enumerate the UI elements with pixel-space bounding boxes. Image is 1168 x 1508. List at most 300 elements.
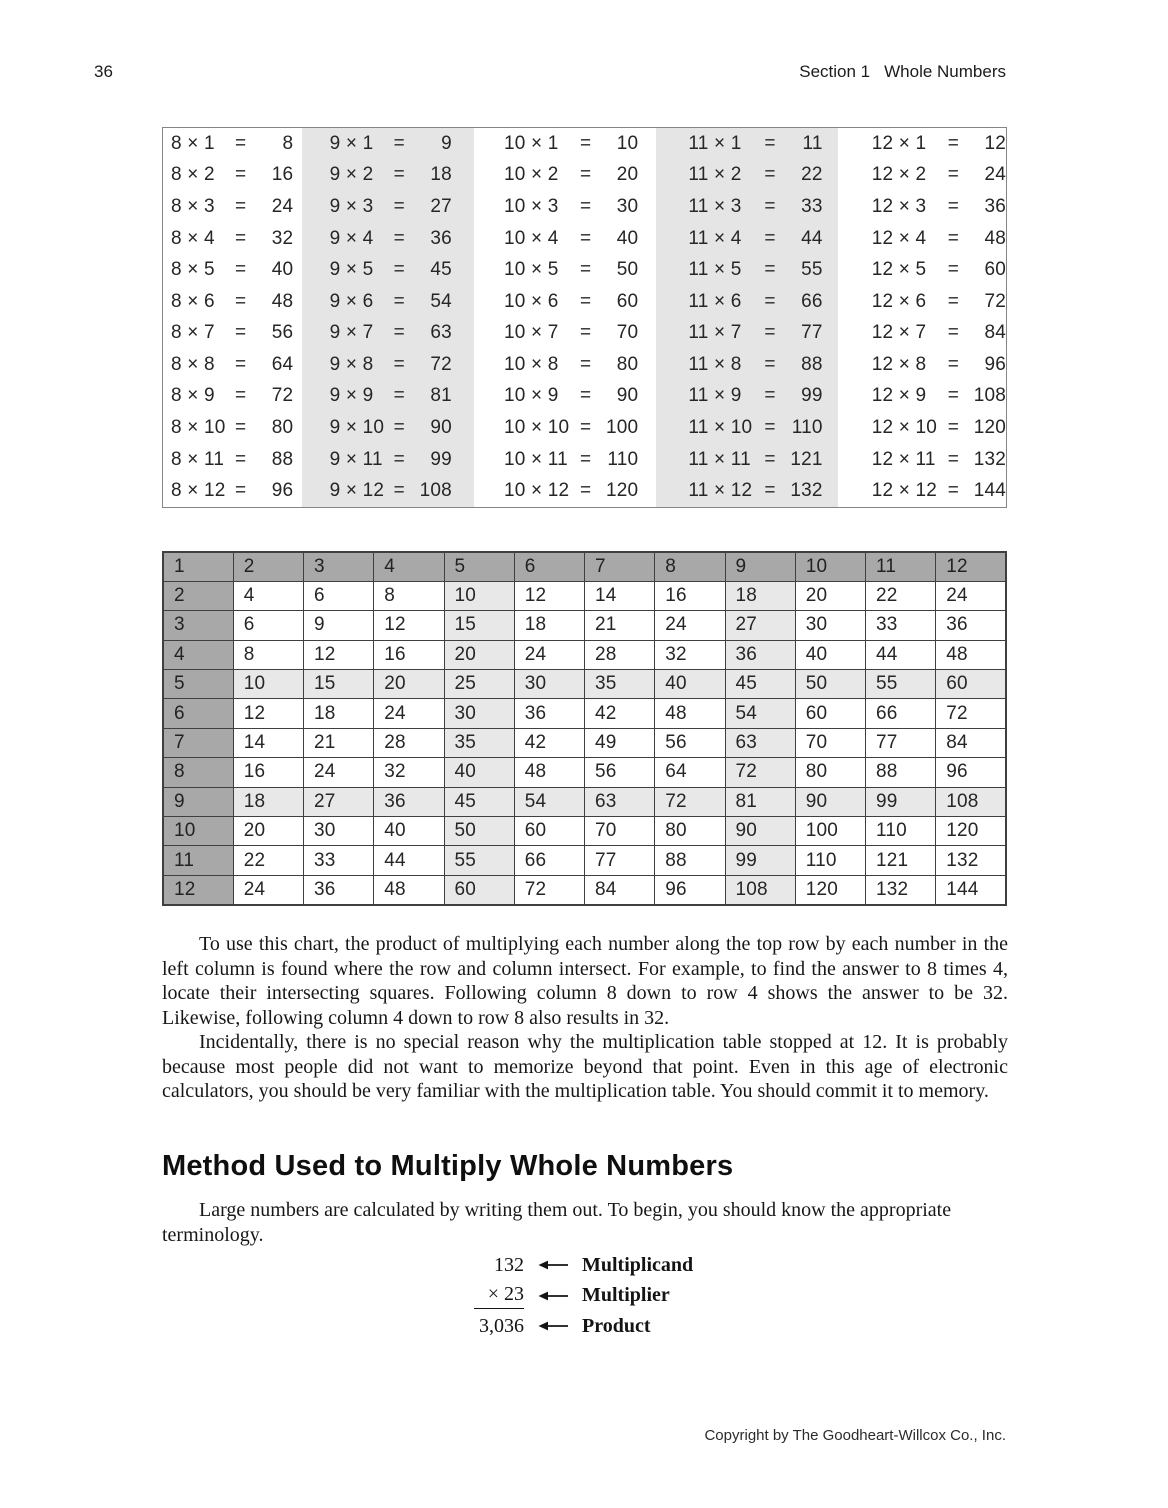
grid-product-cell: 36	[374, 787, 444, 816]
grid-product-cell: 36	[936, 611, 1006, 640]
fact-expression: 12 × 8	[871, 353, 927, 375]
grid-product-cell: 27	[725, 611, 795, 640]
fact-expression: 10 × 9	[504, 385, 559, 407]
equals-sign: =	[947, 164, 960, 186]
equals-sign: =	[764, 385, 776, 407]
facts-column-11	[656, 128, 837, 507]
fact-product: 96	[984, 353, 1007, 375]
grid-product-cell: 96	[936, 758, 1006, 787]
equals-sign: =	[235, 195, 247, 217]
fact-expression: 11 × 2	[688, 164, 742, 186]
multiplication-fact	[171, 128, 302, 160]
grid-product-cell: 40	[374, 817, 444, 846]
grid-product-cell: 27	[304, 787, 374, 816]
fact-expression: 8 × 11	[171, 448, 225, 470]
fact-expression: 8 × 12	[171, 480, 226, 502]
fact-expression: 8 × 9	[171, 385, 215, 407]
grid-product-cell: 20	[233, 817, 303, 846]
grid-product-cell: 12	[233, 699, 303, 728]
multiplication-fact	[872, 128, 1006, 160]
paragraph-terminology: Large numbers are calculated by writing them out. To begin, you should know the appropriate terminology.	[162, 1199, 952, 1246]
fact-product: 108	[419, 480, 452, 502]
equals-sign: =	[947, 385, 960, 407]
grid-product-cell: 84	[585, 875, 655, 904]
multiplication-fact	[330, 286, 474, 318]
grid-product-cell: 66	[514, 846, 584, 875]
multiplication-fact	[688, 128, 837, 160]
grid-product-cell: 21	[304, 728, 374, 757]
grid-product-cell: 20	[795, 581, 865, 610]
grid-row	[163, 611, 1006, 640]
grid-product-cell: 40	[444, 758, 514, 787]
grid-row-label: 12	[163, 875, 233, 904]
grid-product-cell: 60	[444, 875, 514, 904]
equals-sign: =	[580, 164, 592, 186]
fact-product: 84	[984, 322, 1007, 344]
fact-expression: 11 × 6	[688, 290, 742, 312]
fact-product: 81	[430, 385, 452, 407]
fact-product: 96	[271, 480, 294, 502]
fact-product: 60	[984, 259, 1007, 281]
grid-product-cell: 72	[655, 787, 725, 816]
grid-product-cell: 63	[585, 787, 655, 816]
fact-expression: 12 × 4	[871, 227, 927, 249]
page-number: 36	[94, 62, 113, 81]
fact-expression: 10 × 5	[504, 259, 559, 281]
fact-product: 80	[616, 353, 639, 375]
fact-expression: 8 × 8	[171, 353, 215, 375]
grid-product-cell: 36	[304, 875, 374, 904]
fact-product: 80	[271, 416, 294, 438]
grid-product-cell: 24	[655, 611, 725, 640]
multiplication-fact	[504, 381, 656, 413]
multiplication-fact	[872, 381, 1006, 413]
equals-sign: =	[235, 259, 247, 281]
fact-expression: 12 × 3	[871, 195, 927, 217]
fact-product: 72	[271, 385, 294, 407]
grid-product-cell: 80	[655, 817, 725, 846]
fact-product: 72	[430, 353, 452, 375]
multiplication-fact	[872, 191, 1006, 223]
fact-expression: 9 × 8	[329, 353, 374, 375]
multiplier-label: Multiplier	[582, 1284, 670, 1307]
grid-product-cell: 99	[866, 787, 936, 816]
fact-product: 10	[616, 132, 639, 154]
equals-sign: =	[393, 480, 405, 502]
equals-sign: =	[947, 353, 960, 375]
fact-expression: 12 × 6	[871, 290, 927, 312]
equals-sign: =	[580, 480, 592, 502]
multiplication-fact	[688, 381, 837, 413]
equals-sign: =	[764, 164, 776, 186]
grid-product-cell: 72	[936, 699, 1006, 728]
grid-product-cell: 12	[514, 581, 584, 610]
fact-product: 60	[616, 290, 639, 312]
equals-sign: =	[947, 132, 960, 154]
multiplier-number: × 23	[474, 1283, 524, 1309]
grid-row-label: 7	[163, 728, 233, 757]
grid-header-cell: 11	[866, 552, 936, 581]
fact-product: 108	[973, 385, 1007, 407]
fact-expression: 9 × 12	[329, 480, 385, 502]
equals-sign: =	[235, 353, 247, 375]
grid-product-cell: 100	[795, 817, 865, 846]
fact-product: 16	[271, 164, 294, 186]
multiplication-fact	[171, 412, 302, 444]
multiplication-fact	[504, 160, 656, 192]
fact-expression: 12 × 12	[871, 480, 938, 502]
product-number: 3,036	[479, 1314, 524, 1337]
grid-header-cell: 12	[936, 552, 1006, 581]
grid-row	[163, 758, 1006, 787]
grid-product-cell: 12	[304, 640, 374, 669]
fact-expression: 8 × 7	[171, 322, 215, 344]
grid-product-cell: 56	[655, 728, 725, 757]
grid-product-cell: 63	[725, 728, 795, 757]
grid-row	[163, 581, 1006, 610]
fact-expression: 10 × 4	[504, 227, 559, 249]
fact-product: 132	[790, 480, 823, 502]
fact-expression: 9 × 6	[329, 290, 374, 312]
fact-product: 24	[271, 195, 294, 217]
fact-expression: 11 × 1	[688, 132, 742, 154]
grid-product-cell: 121	[866, 846, 936, 875]
fact-product: 110	[791, 416, 823, 438]
multiplication-fact	[171, 191, 302, 223]
grid-product-cell: 40	[795, 640, 865, 669]
multiplication-fact	[171, 254, 302, 286]
multiplication-fact	[688, 412, 837, 444]
grid-header-cell: 6	[514, 552, 584, 581]
fact-product: 27	[430, 195, 452, 217]
equals-sign: =	[764, 416, 776, 438]
grid-product-cell: 16	[655, 581, 725, 610]
product-label: Product	[582, 1314, 651, 1337]
facts-column-8	[163, 128, 302, 507]
fact-expression: 11 × 4	[688, 227, 742, 249]
grid-product-cell: 70	[795, 728, 865, 757]
fact-expression: 9 × 2	[329, 164, 374, 186]
grid-product-cell: 18	[725, 581, 795, 610]
fact-expression: 12 × 1	[871, 132, 927, 154]
grid-product-cell: 28	[374, 728, 444, 757]
multiplication-example	[412, 1250, 693, 1342]
grid-product-cell: 64	[655, 758, 725, 787]
grid-product-cell: 8	[374, 581, 444, 610]
fact-expression: 10 × 12	[504, 480, 570, 502]
grid-row-label: 3	[163, 611, 233, 640]
fact-expression: 11 × 9	[688, 385, 742, 407]
equals-sign: =	[235, 448, 247, 470]
fact-product: 45	[430, 259, 452, 281]
grid-product-cell: 42	[585, 699, 655, 728]
grid-product-cell: 72	[514, 875, 584, 904]
grid-product-cell: 18	[233, 787, 303, 816]
equals-sign: =	[764, 195, 776, 217]
grid-row-label: 10	[163, 817, 233, 846]
multiplication-fact	[504, 223, 656, 255]
grid-product-cell: 50	[444, 817, 514, 846]
fact-expression: 11 × 10	[688, 416, 753, 438]
fact-expression: 10 × 10	[504, 416, 570, 438]
fact-expression: 8 × 1	[171, 132, 215, 154]
grid-product-cell: 77	[866, 728, 936, 757]
fact-expression: 11 × 3	[688, 195, 742, 217]
copyright-notice: Copyright by The Goodheart-Willcox Co., Inc.	[704, 1427, 1006, 1444]
equals-sign: =	[580, 290, 592, 312]
grid-product-cell: 32	[374, 758, 444, 787]
fact-product: 12	[984, 132, 1007, 154]
grid-product-cell: 110	[795, 846, 865, 875]
grid-row-label: 11	[163, 846, 233, 875]
multiplication-fact	[872, 160, 1006, 192]
grid-product-cell: 15	[444, 611, 514, 640]
grid-product-cell: 10	[233, 670, 303, 699]
grid-header-cell: 9	[725, 552, 795, 581]
equals-sign: =	[580, 385, 592, 407]
grid-product-cell: 16	[233, 758, 303, 787]
equals-sign: =	[580, 353, 592, 375]
fact-expression: 10 × 7	[504, 322, 559, 344]
multiplication-fact	[688, 475, 837, 507]
multiplication-fact	[330, 412, 474, 444]
fact-product: 63	[430, 322, 452, 344]
fact-expression: 9 × 1	[329, 132, 374, 154]
equals-sign: =	[764, 132, 776, 154]
grid-row	[163, 846, 1006, 875]
equals-sign: =	[393, 132, 405, 154]
equals-sign: =	[393, 322, 405, 344]
grid-product-cell: 24	[936, 581, 1006, 610]
grid-header-cell: 8	[655, 552, 725, 581]
fact-expression: 11 × 11	[688, 448, 751, 470]
paragraph-table-history: Incidentally, there is no special reason why the multiplication table stopped at 12. It is probably because most people did not want to memorize beyond that point. Even in this age of electronic calculators, you should be very familiar with the multiplication table. You should commit it to memory.	[162, 1031, 1008, 1103]
multiplication-fact	[171, 160, 302, 192]
grid-row	[163, 699, 1006, 728]
section-title: Whole Numbers	[884, 62, 1006, 81]
fact-expression: 10 × 2	[504, 164, 559, 186]
grid-product-cell: 66	[866, 699, 936, 728]
fact-product: 56	[271, 322, 294, 344]
grid-product-cell: 22	[233, 846, 303, 875]
grid-header-cell: 5	[444, 552, 514, 581]
grid-product-cell: 45	[444, 787, 514, 816]
left-arrow-icon	[538, 1260, 568, 1270]
multiplication-fact	[872, 444, 1006, 476]
fact-product: 11	[802, 132, 823, 154]
grid-product-cell: 44	[374, 846, 444, 875]
grid-product-cell: 40	[655, 670, 725, 699]
grid-product-cell: 24	[304, 758, 374, 787]
fact-product: 110	[607, 448, 639, 470]
multiplication-fact	[330, 191, 474, 223]
facts-column-12	[838, 128, 1006, 507]
multiplication-fact	[504, 349, 656, 381]
equals-sign: =	[580, 259, 592, 281]
multiplication-fact	[688, 286, 837, 318]
grid-product-cell: 88	[655, 846, 725, 875]
fact-product: 144	[973, 480, 1007, 502]
left-arrow-icon	[538, 1291, 568, 1301]
equals-sign: =	[764, 448, 776, 470]
grid-product-cell: 70	[585, 817, 655, 846]
grid-row	[163, 817, 1006, 846]
grid-product-cell: 10	[444, 581, 514, 610]
fact-product: 44	[801, 227, 823, 249]
grid-product-cell: 84	[936, 728, 1006, 757]
fact-expression: 9 × 11	[329, 448, 383, 470]
equals-sign: =	[393, 353, 405, 375]
fact-product: 33	[801, 195, 823, 217]
grid-product-cell: 132	[866, 875, 936, 904]
product-value	[474, 1315, 524, 1338]
fact-product: 66	[801, 290, 823, 312]
fact-expression: 8 × 10	[171, 416, 226, 438]
multiplication-fact	[504, 412, 656, 444]
multiplication-fact	[872, 223, 1006, 255]
fact-expression: 12 × 2	[871, 164, 927, 186]
multiplication-fact	[504, 475, 656, 507]
fact-expression: 9 × 5	[329, 259, 374, 281]
fact-expression: 12 × 9	[871, 385, 927, 407]
grid-product-cell: 24	[374, 699, 444, 728]
fact-product: 40	[616, 227, 639, 249]
facts-table	[162, 127, 1007, 508]
multiplication-fact	[330, 475, 474, 507]
fact-expression: 8 × 5	[171, 259, 215, 281]
grid-product-cell: 18	[304, 699, 374, 728]
multiplication-fact	[688, 160, 837, 192]
grid-row	[163, 728, 1006, 757]
grid-row	[163, 640, 1006, 669]
grid-table	[162, 551, 1007, 906]
fact-product: 9	[441, 132, 452, 154]
grid-header-cell: 10	[795, 552, 865, 581]
multiplication-fact	[688, 349, 837, 381]
equals-sign: =	[235, 416, 247, 438]
grid-product-cell: 50	[795, 670, 865, 699]
grid-product-cell: 16	[374, 640, 444, 669]
equals-sign: =	[235, 164, 247, 186]
multiplication-fact	[688, 444, 837, 476]
fact-product: 22	[801, 164, 823, 186]
fact-product: 30	[616, 195, 639, 217]
grid-product-cell: 33	[866, 611, 936, 640]
equals-sign: =	[764, 322, 776, 344]
equals-sign: =	[393, 448, 405, 470]
grid-product-cell: 45	[725, 670, 795, 699]
multiplication-fact	[688, 223, 837, 255]
grid-product-cell: 20	[444, 640, 514, 669]
grid-header-cell: 2	[233, 552, 303, 581]
multiplication-fact	[872, 254, 1006, 286]
grid-product-cell: 132	[936, 846, 1006, 875]
fact-product: 48	[984, 227, 1007, 249]
fact-product: 120	[973, 416, 1007, 438]
multiplication-fact	[504, 286, 656, 318]
multiplication-fact	[171, 286, 302, 318]
fact-product: 64	[271, 353, 294, 375]
grid-row-label: 6	[163, 699, 233, 728]
grid-product-cell: 55	[444, 846, 514, 875]
grid-row-label: 9	[163, 787, 233, 816]
fact-product: 54	[430, 290, 452, 312]
grid-product-cell: 99	[725, 846, 795, 875]
grid-header-cell: 1	[163, 552, 233, 581]
grid-product-cell: 77	[585, 846, 655, 875]
fact-expression: 9 × 4	[329, 227, 374, 249]
equals-sign: =	[580, 132, 592, 154]
grid-product-cell: 35	[444, 728, 514, 757]
multiplication-fact	[504, 191, 656, 223]
multiplicand-value	[474, 1254, 524, 1277]
grid-product-cell: 14	[585, 581, 655, 610]
equals-sign: =	[235, 227, 247, 249]
fact-expression: 12 × 11	[871, 448, 936, 470]
equals-sign: =	[393, 259, 405, 281]
fact-expression: 12 × 10	[871, 416, 938, 438]
fact-product: 100	[605, 416, 639, 438]
equals-sign: =	[947, 259, 960, 281]
fact-expression: 10 × 8	[504, 353, 559, 375]
grid-product-cell: 20	[374, 670, 444, 699]
fact-expression: 10 × 6	[504, 290, 559, 312]
equals-sign: =	[947, 448, 960, 470]
grid-product-cell: 32	[655, 640, 725, 669]
grid-header-cell: 4	[374, 552, 444, 581]
grid-product-cell: 90	[795, 787, 865, 816]
grid-product-cell: 56	[585, 758, 655, 787]
grid-product-cell: 14	[233, 728, 303, 757]
multiplication-fact	[171, 317, 302, 349]
fact-expression: 11 × 5	[688, 259, 742, 281]
grid-product-cell: 48	[514, 758, 584, 787]
grid-product-cell: 120	[795, 875, 865, 904]
fact-expression: 9 × 9	[329, 385, 374, 407]
fact-product: 36	[984, 195, 1007, 217]
fact-expression: 9 × 7	[329, 322, 374, 344]
multiplication-fact	[504, 444, 656, 476]
grid-product-cell: 108	[936, 787, 1006, 816]
fact-product: 90	[616, 385, 639, 407]
grid-product-cell: 48	[374, 875, 444, 904]
grid-row-label: 5	[163, 670, 233, 699]
grid-product-cell: 30	[444, 699, 514, 728]
grid-product-cell: 72	[725, 758, 795, 787]
fact-product: 90	[430, 416, 452, 438]
fact-product: 99	[801, 385, 823, 407]
multiplication-fact	[330, 254, 474, 286]
equals-sign: =	[580, 448, 592, 470]
grid-product-cell: 54	[514, 787, 584, 816]
grid-product-cell: 4	[233, 581, 303, 610]
fact-product: 88	[801, 353, 823, 375]
fact-expression: 9 × 10	[329, 416, 385, 438]
equals-sign: =	[235, 322, 247, 344]
section-label: Section 1	[799, 62, 871, 81]
paragraph-chart-usage: To use this chart, the product of multiplying each number along the top row by each number in the left column is found where the row and column intersect. For example, to find the answer to 8 times 4, locate their intersecting squares. Following column 8 down to row 4 shows the answer to be 32. Likewise, following column 4 down to row 8 also results in 32.	[162, 933, 1008, 1029]
fact-product: 120	[605, 480, 639, 502]
grid-row	[163, 670, 1006, 699]
grid-product-cell: 18	[514, 611, 584, 640]
grid-product-cell: 35	[585, 670, 655, 699]
fact-expression: 8 × 2	[171, 164, 215, 186]
fact-product: 55	[801, 259, 823, 281]
grid-product-cell: 60	[795, 699, 865, 728]
multiplication-fact	[330, 444, 474, 476]
grid-product-cell: 81	[725, 787, 795, 816]
fact-expression: 8 × 6	[171, 290, 215, 312]
